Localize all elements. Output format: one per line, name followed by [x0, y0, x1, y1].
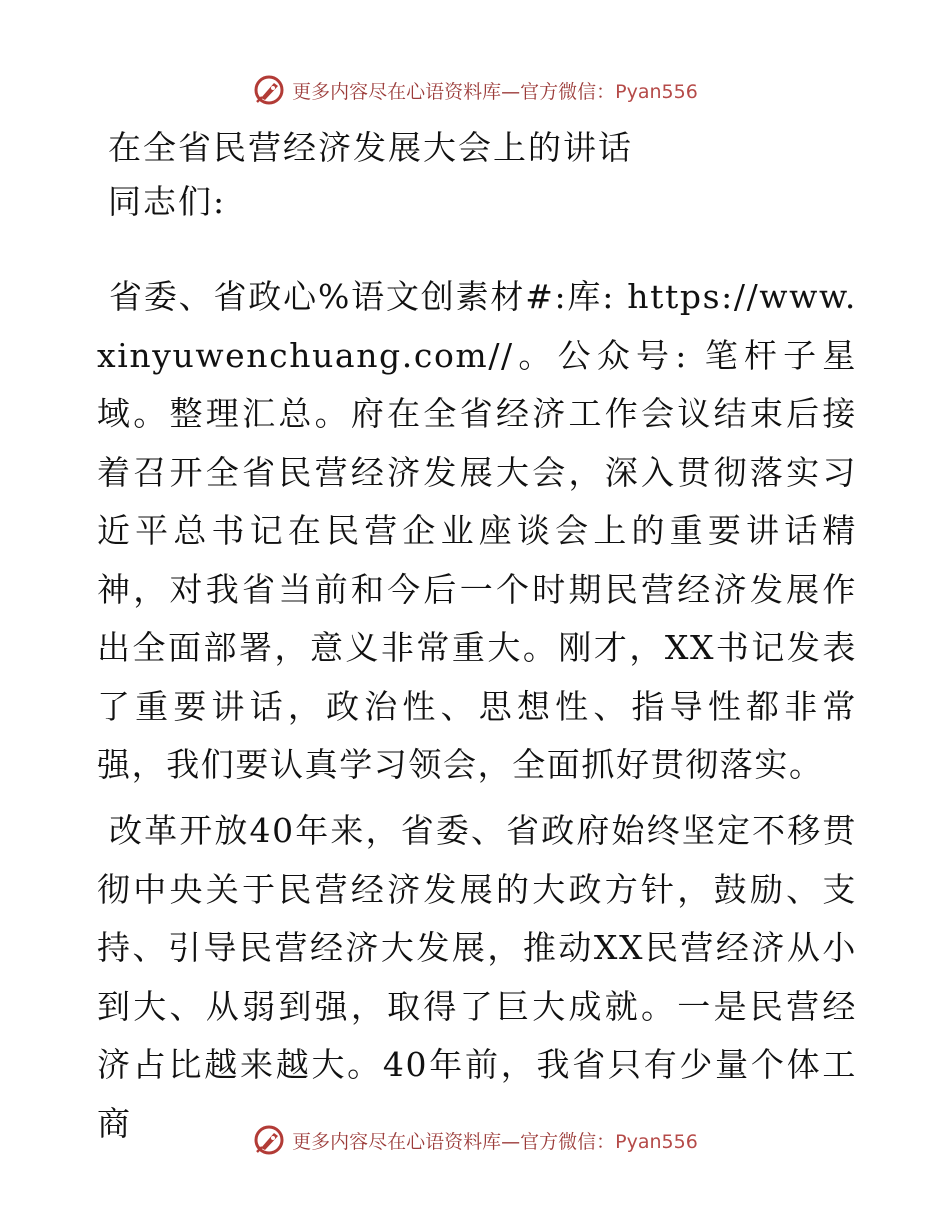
body-paragraph-1: 省委、省政心%语文创素材#:库: https://www.xinyuwenchuang.com//。公众号: 笔杆子星域。整理汇总。府在全省经济工作会议结束后接着召开全省民营经济发展大会，深入贯彻落实习近平总书记在民营企业座谈会上的重要讲话精神，对我省当前和今后一个时期民营经济发展作出全面部署，意义非常重大。刚才，XX书记发表了重要讲话，政治性、思想性、指导性都非常强，我们要认真学习领会，全面抓好贯彻落实。 [97, 277, 857, 784]
watermark-text [292, 77, 698, 104]
watermark-wechat-id: Pyan556 [615, 80, 698, 103]
salutation: 同志们: [108, 182, 227, 221]
watermark-footer [0, 1120, 950, 1160]
document-title: 在全省民营经济发展大会上的讲话 [108, 128, 633, 167]
pen-nib-logo-icon [252, 73, 286, 107]
watermark-label: 更多内容尽在心语资料库—官方微信： [292, 80, 616, 103]
watermark-wechat-id: Pyan556 [615, 1130, 698, 1153]
body-paragraph-2: 改革开放40年来，省委、省政府始终坚定不移贯彻中央关于民营经济发展的大政方针，鼓励、支持、引导民营经济大发展，推动XX民营经济从小到大、从弱到强，取得了巨大成就。一是民营经济占比越来越大。40年前，我省只有少量个体工商 [97, 811, 857, 1143]
watermark-label: 更多内容尽在心语资料库—官方微信： [292, 1130, 616, 1153]
watermark-header [0, 70, 950, 110]
watermark-text [292, 1127, 698, 1154]
pen-nib-logo-icon [252, 1123, 286, 1157]
